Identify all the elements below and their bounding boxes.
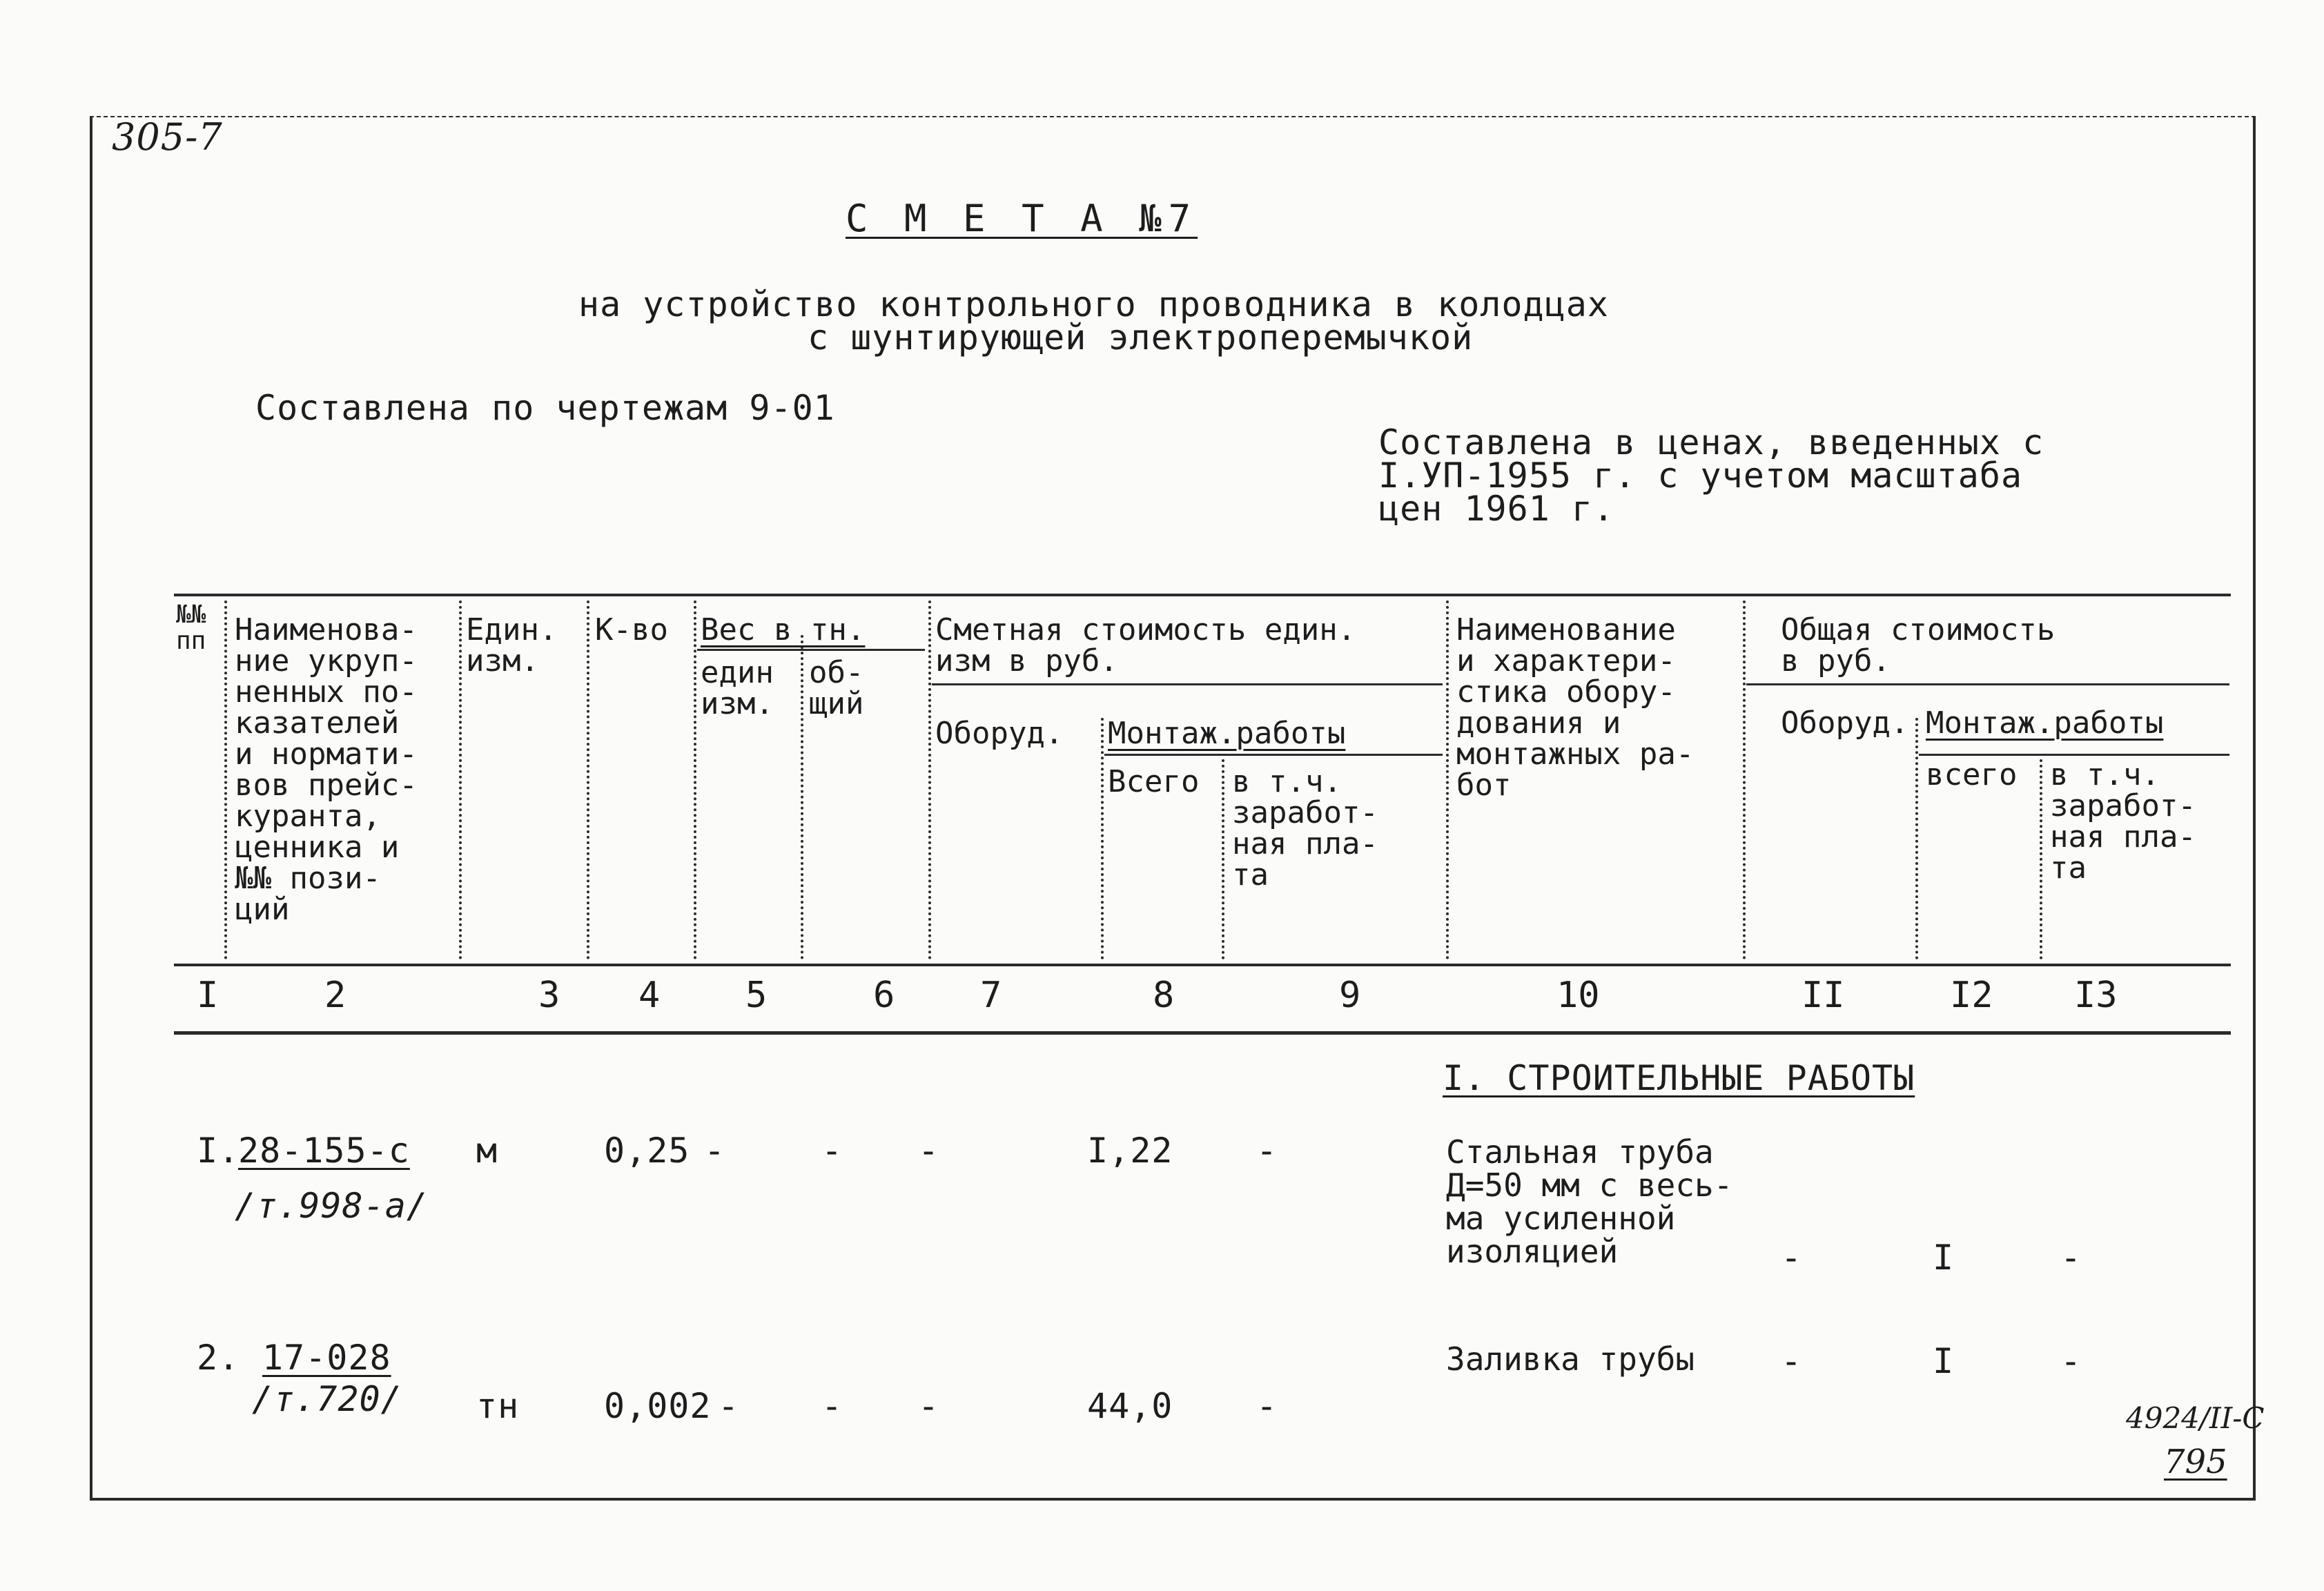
header-weight-group: Вес в тн. [701, 612, 866, 647]
row-description: Стальная труба Д=50 мм с весь- ма усиленной изоляцией [1446, 1133, 1733, 1270]
header-col7: Оборуд. [935, 716, 1064, 751]
col-sep [694, 601, 696, 959]
col-sep [224, 601, 227, 959]
row-total-mount: I [1933, 1238, 1955, 1278]
col-sep [1222, 759, 1224, 959]
col-number: I [197, 975, 219, 1016]
row-code: 17-028 [262, 1338, 391, 1378]
row-weight-unit: - [704, 1131, 726, 1171]
unit-mount-group-rule [1104, 754, 1443, 756]
header-unit-cost-group: Сметная стоимость един. изм в руб. [935, 612, 1356, 679]
row-total-equip: - [1781, 1341, 1803, 1381]
compiled-by-note: Составлена по чертежам 9-01 [255, 388, 835, 428]
col-number: 7 [980, 975, 1002, 1016]
row-qty: 0,002 [604, 1386, 712, 1426]
document-subtitle-line1: на устройство контрольного проводника в колодцах [578, 284, 1609, 324]
header-col6: об- щий [809, 655, 864, 721]
col-number-bottom-rule [174, 1031, 2231, 1035]
row-total-wage: - [2060, 1238, 2082, 1278]
col-number: I3 [2074, 975, 2118, 1016]
row-mount-wage: - [1256, 1386, 1278, 1426]
row-mount-total: I,22 [1087, 1131, 1173, 1171]
col-number: 5 [745, 975, 768, 1016]
document-subtitle-line2: с шунтирующей электроперемычкой [808, 318, 1474, 358]
col-number-top-rule [174, 964, 2231, 966]
row-code-sub: /т.720/ [252, 1379, 402, 1419]
row-mount-wage: - [1256, 1131, 1278, 1171]
row-description: Заливка трубы [1446, 1340, 1695, 1378]
col-sep [1743, 601, 1746, 959]
row-total-equip: - [1781, 1238, 1803, 1278]
col-sep [801, 635, 803, 959]
row-equip: - [918, 1386, 940, 1426]
row-code: 28-155-с [238, 1131, 410, 1171]
header-col13: в т.ч. заработ- ная пла- та [2050, 757, 2196, 886]
col-sep [2040, 759, 2042, 959]
col-sep [1915, 718, 1918, 959]
row-unit: м [476, 1131, 498, 1171]
row-num: 2. [197, 1338, 240, 1378]
col-sep [1101, 718, 1104, 959]
footer-reference: 4924/II-С [2126, 1401, 2265, 1435]
header-col2: Наименова- ние укруп- ненных по- казателей и нормати- вов прейс- куранта, ценника и №№ пози- ций [235, 612, 418, 927]
prices-note-line1: Составлена в ценах, введенных с [1378, 422, 2044, 462]
col-sep [928, 601, 931, 959]
row-weight-unit: - [718, 1386, 740, 1426]
row-equip: - [918, 1131, 940, 1171]
row-total-wage: - [2060, 1341, 2082, 1381]
corner-reference: 305-7 [112, 115, 223, 159]
col-number: 10 [1556, 975, 1600, 1016]
row-weight-total: - [821, 1386, 843, 1426]
header-total-mount-group: Монтаж.работы [1926, 705, 2164, 741]
weight-group-rule [697, 649, 925, 651]
col-number: 3 [538, 975, 560, 1016]
header-col1: №№ пп [176, 601, 206, 655]
prices-note-line3: цен 1961 г. [1378, 489, 1615, 529]
header-col8: Всего [1108, 764, 1200, 799]
col-sep [1446, 601, 1449, 959]
row-code-sub: /т.998-а/ [235, 1186, 428, 1226]
section-title: I. СТРОИТЕЛЬНЫЕ РАБОТЫ [1443, 1058, 1915, 1098]
row-weight-total: - [821, 1131, 843, 1171]
header-total-cost-group: Общая стоимость в руб. [1781, 612, 2056, 679]
table-top-rule [174, 594, 2231, 596]
header-col5: един изм. [701, 655, 774, 721]
total-cost-group-rule [1746, 683, 2229, 685]
col-number: 6 [873, 975, 895, 1016]
unit-cost-group-rule [932, 683, 1443, 685]
row-qty: 0,25 [604, 1131, 690, 1171]
row-total-mount: I [1933, 1341, 1955, 1381]
header-col10: Наименование и характери- стика обору- дования и монтажных ра- бот [1456, 612, 1695, 803]
header-col12: всего [1926, 757, 2018, 792]
prices-note-line2: I.УП-1955 г. с учетом масштаба [1378, 456, 2023, 496]
header-col9: в т.ч. заработ- ная пла- та [1232, 764, 1378, 892]
document-title: С М Е Т А №7 [846, 197, 1198, 240]
col-sep [459, 601, 462, 959]
col-number: 4 [638, 975, 661, 1016]
col-number: 9 [1339, 975, 1361, 1016]
header-col3: Един. изм. [466, 612, 558, 679]
col-sep [587, 601, 589, 959]
header-unit-mount-group: Монтаж.работы [1108, 716, 1346, 751]
header-col4: К-во [595, 612, 668, 647]
col-number: 2 [324, 975, 346, 1016]
row-mount-total: 44,0 [1087, 1386, 1173, 1426]
col-number: 8 [1153, 975, 1175, 1016]
total-mount-group-rule [1919, 754, 2229, 756]
header-col11: Оборуд. [1781, 705, 1909, 741]
col-number: II [1801, 975, 1845, 1016]
page-number: 795 [2164, 1443, 2227, 1481]
row-unit: тн [476, 1386, 520, 1426]
row-num: I. [197, 1131, 240, 1171]
col-number: I2 [1950, 975, 1993, 1016]
